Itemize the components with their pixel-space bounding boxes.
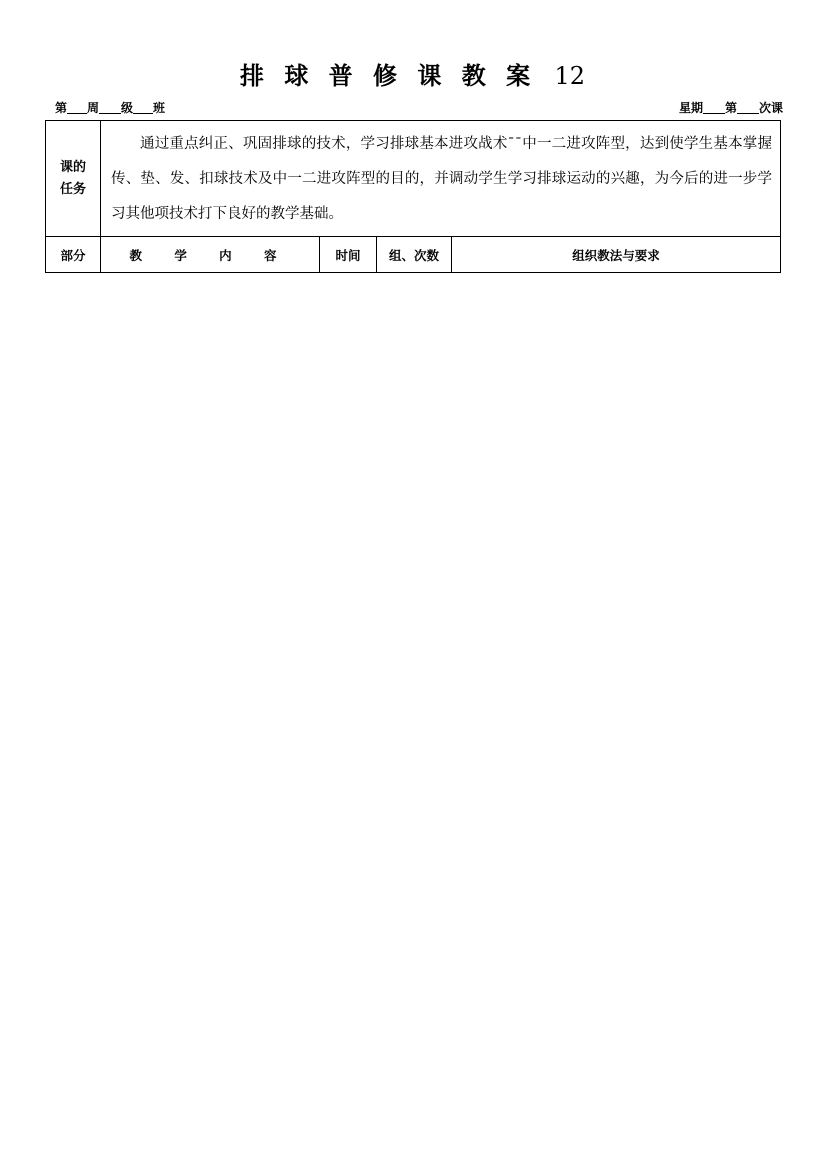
label-ji: 级 bbox=[121, 101, 134, 115]
task-row bbox=[46, 121, 781, 237]
task-description: 通过重点纠正、巩固排球的技术，学习排球基本进攻战术¯¯中一二进攻阵型，达到使学生基本掌握传、垫、发、扣球技术及中一二进攻阵型的目的，并调动学生学习排球运动的兴趣，为今后的进一步学习其他项技术打下良好的教学基础。 bbox=[111, 136, 772, 222]
label-xingqi: 星期 bbox=[678, 101, 703, 115]
weekday-blank bbox=[703, 101, 725, 114]
label-ciké: 次课 bbox=[758, 101, 783, 115]
class-info-line bbox=[55, 99, 165, 116]
week-blank bbox=[67, 101, 87, 114]
lesson-plan-table bbox=[45, 120, 781, 273]
lesson-info-line bbox=[679, 99, 783, 116]
lesson-number-blank bbox=[737, 101, 759, 114]
task-content-cell bbox=[101, 121, 781, 237]
label-di-right: 第 bbox=[724, 101, 737, 115]
task-label: 课的 任务 bbox=[59, 159, 86, 197]
label-ban: 班 bbox=[153, 101, 166, 115]
document-title bbox=[0, 56, 825, 91]
col-header-method: 组织教法与要求 bbox=[452, 237, 781, 273]
grade-blank bbox=[99, 101, 121, 114]
label-di: 第 bbox=[55, 101, 68, 115]
col-header-groups: 组、次数 bbox=[377, 237, 452, 273]
title-text: 排 球 普 修 课 教 案 bbox=[239, 61, 537, 90]
title-number: 12 bbox=[554, 62, 586, 90]
task-label-cell bbox=[46, 121, 101, 237]
col-header-content-text: 教 学 内 容 bbox=[129, 247, 291, 263]
table-header-row bbox=[46, 237, 781, 273]
col-header-part: 部分 bbox=[46, 237, 101, 273]
col-header-content bbox=[101, 237, 320, 273]
label-zhou: 周 bbox=[87, 101, 100, 115]
col-header-time: 时间 bbox=[320, 237, 377, 273]
class-blank bbox=[133, 101, 153, 114]
